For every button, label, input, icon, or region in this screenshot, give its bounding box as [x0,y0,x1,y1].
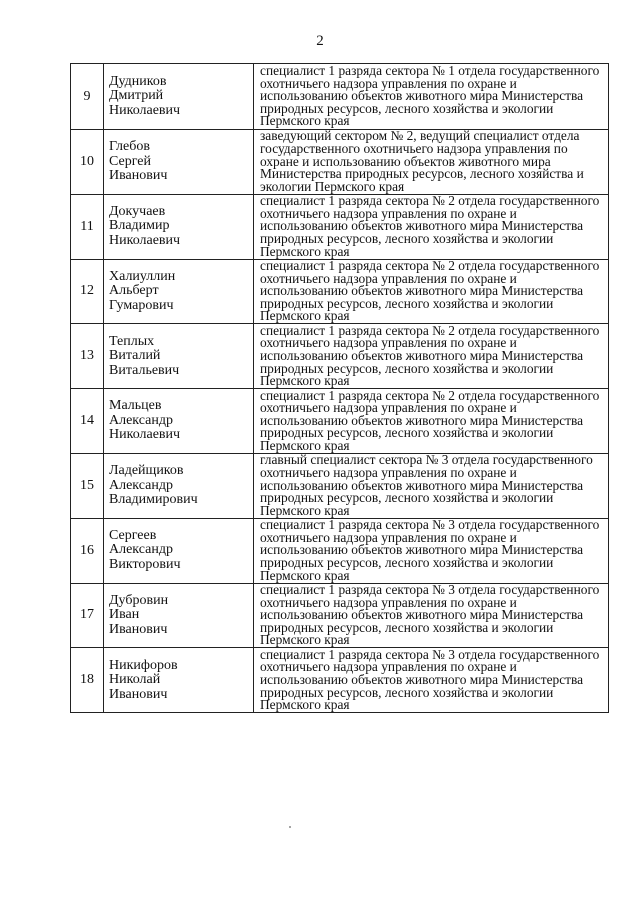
table-row [71,259,609,324]
full-name [104,583,254,648]
surname: Мальцев [109,398,162,414]
row-number: 15 [71,453,104,518]
full-name [104,648,254,713]
row-number: 12 [71,259,104,324]
table-row [71,453,609,518]
patronymic: Витальевич [109,362,180,378]
first-name: Сергей [109,153,151,169]
surname: Ладейщиков [109,463,184,479]
patronymic: Иванович [109,686,168,702]
surname: Сергеев [109,527,157,543]
full-name [104,259,254,324]
surname: Теплых [109,333,155,349]
page-number: 2 [316,33,324,49]
row-number: 13 [71,324,104,389]
surname: Халиуллин [109,268,176,284]
full-name [104,453,254,518]
position-text: специалист 1 разряда сектора № 2 отдела государственного охотничьего надзора управления по охране и использованию объектов животного мира Министерства природных ресурсов, лесного хозяйства и экологии Пермского края [254,389,609,454]
first-name: Александр [109,477,173,493]
position-text: заведующий сектором № 2, ведущий специалист отдела государственного охотничьего надзора управления по охране и использованию объектов животного мира Министерства природных ресурсов, лесного хозяйства и экологии Пермского края [254,130,609,195]
position-text: специалист 1 разряда сектора № 2 отдела государственного охотничьего надзора управления по охране и использованию объектов животного мира Министерства природных ресурсов, лесного хозяйства и экологии Пермского края [254,194,609,259]
row-number: 18 [71,648,104,713]
table-row [71,130,609,195]
patronymic: Иванович [109,168,168,184]
table-row [71,583,609,648]
patronymic: Николаевич [109,102,181,118]
position-text: специалист 1 разряда сектора № 3 отдела государственного охотничьего надзора управления по охране и использованию объектов животного мира Министерства природных ресурсов, лесного хозяйства и экологии Пермского края [254,648,609,713]
full-name [104,130,254,195]
surname: Докучаев [109,203,166,219]
first-name: Виталий [109,348,161,364]
position-text: специалист 1 разряда сектора № 3 отдела государственного охотничьего надзора управления по охране и использованию объектов животного мира Министерства природных ресурсов, лесного хозяйства и экологии Пермского края [254,518,609,583]
table-row [71,389,609,454]
patronymic: Владимирович [109,492,198,508]
patronymic: Викторович [109,556,181,572]
surname: Дубровин [109,592,169,608]
table-row [71,324,609,389]
patronymic: Гумарович [109,297,174,313]
first-name: Александр [109,412,173,428]
full-name [104,324,254,389]
position-text: специалист 1 разряда сектора № 2 отдела государственного охотничьего надзора управления по охране и использованию объектов животного мира Министерства природных ресурсов, лесного хозяйства и экологии Пермского края [254,259,609,324]
position-text: специалист 1 разряда сектора № 2 отдела государственного охотничьего надзора управления по охране и использованию объектов животного мира Министерства природных ресурсов, лесного хозяйства и экологии Пермского края [254,324,609,389]
patronymic: Николаевич [109,232,181,248]
row-number: 17 [71,583,104,648]
full-name [104,64,254,130]
table-row [71,518,609,583]
row-number: 14 [71,389,104,454]
row-number: 11 [71,194,104,259]
table-row [71,64,609,130]
position-text: специалист 1 разряда сектора № 3 отдела государственного охотничьего надзора управления по охране и использованию объектов животного мира Министерства природных ресурсов, лесного хозяйства и экологии Пермского края [254,583,609,648]
row-number: 16 [71,518,104,583]
first-name: Дмитрий [109,88,164,104]
first-name: Альберт [109,283,159,299]
first-name: Николай [109,672,161,688]
surname: Глебов [109,139,150,155]
table-row [71,648,609,713]
full-name [104,518,254,583]
full-name [104,389,254,454]
surname: Никифоров [109,657,178,673]
table-row [71,194,609,259]
staff-table [70,63,609,713]
full-name [104,194,254,259]
patronymic: Николаевич [109,427,181,443]
surname: Дудников [109,73,167,89]
first-name: Владимир [109,218,170,234]
row-number: 10 [71,130,104,195]
first-name: Александр [109,542,173,558]
row-number: 9 [71,64,104,130]
scan-speck [289,826,291,828]
patronymic: Иванович [109,621,168,637]
first-name: Иван [109,607,140,623]
position-text: главный специалист сектора № 3 отдела государственного охотничьего надзора управления по охране и использованию объектов животного мира Министерства природных ресурсов, лесного хозяйства и экологии Пермского края [254,453,609,518]
position-text: специалист 1 разряда сектора № 1 отдела государственного охотничьего надзора управления по охране и использованию объектов животного мира Министерства природных ресурсов, лесного хозяйства и экологии Пермского края [254,64,609,130]
